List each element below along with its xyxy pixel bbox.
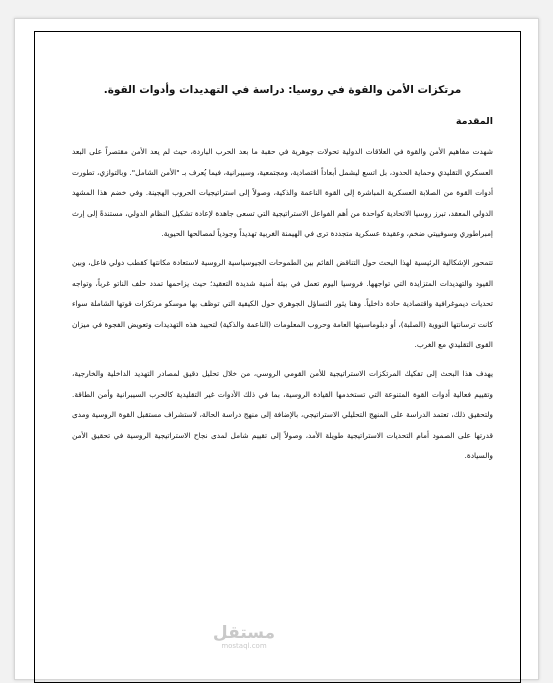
paragraph-2: تتمحور الإشكالية الرئيسية لهذا البحث حول التناقض القائم بين الطموحات الجيوسياسية الروسية لاستعادة مكانتها كقطب دولي فاعل، وبين القيود والتهديدات المتزايدة التي تواجهها. فروسيا اليوم تعمل في بيئة أمنية شديدة التعقيد؛ حيث يزاحمها تمدد حلف الناتو غرباً، وتواجه تحديات ديموغرافية واقتصادية حادة داخلياً. وهنا يثور التساؤل الجوهري حول الكيفية التي توظف بها موسكو مرتكزات قوتها الشاملة سواء كانت ترسانتها النووية (الصلبة)، أو دبلوماسيتها العامة وحروب المعلومات (الناعمة والذكية) لتحييد هذه التهديدات وتعويض الفجوة في ميزان القوى التقليدي مع الغرب. [72,257,493,350]
watermark-url: mostaql.com [221,642,267,650]
paragraph-3: يهدف هذا البحث إلى تفكيك المرتكزات الاستراتيجية للأمن القومي الروسي، من خلال تحليل دقيق لمصادر التهديد الداخلية والخارجية، وتقييم فعالية أدوات القوة المتنوعة التي تستخدمها القيادة الروسية، بما في ذلك الأدوات غير التقليدية كالحرب السيبرانية وأمن الطاقة. ولتحقيق ذلك، تعتمد الدراسة على المنهج التحليلي الاستراتيجي، بالإضافة إلى منهج دراسة الحالة، لاستشراف مستقبل القوة الروسية ومدى قدرتها على الصمود أمام التحديات الاستراتيجية طويلة الأمد، وصولاً إلى تقييم شامل لمدى نجاح الاستراتيجية الروسية في تحقيق الأمن والسيادة. [72,368,493,461]
watermark-logo: مستقل [212,623,276,643]
document-page [14,18,539,680]
paragraph-1: شهدت مفاهيم الأمن والقوة في العلاقات الدولية تحولات جوهرية في حقبة ما بعد الحرب الباردة، حيث لم يعد الأمن مقتصراً على البعد العسكري التقليدي وحماية الحدود، بل اتسع ليشمل أبعاداً اقتصادية، ومجتمعية، وسيبرانية، فيما يُعرف بـ "الأمن الشامل". وبالتوازي، تطورت أدوات القوة من الصلابة العسكرية المباشرة إلى القوة الناعمة والذكية، وصولاً إلى استراتيجيات الحروب الهجينة. وفي خضم هذا المشهد الدولي المعقد، تبرز روسيا الاتحادية كواحدة من أهم الفواعل الاستراتيجية التي تسعى جاهدة لإعادة تشكيل النظام الدولي، مستندةً إلى إرث إمبراطوري وسوفييتي ضخم، وعقيدة عسكرية متجددة ترى في الهيمنة الغربية تهديداً وجودياً لمصالحها الحيوية. [72,147,493,239]
section-heading: المقدمة [455,116,493,127]
document-title: مرتكزات الأمن والقوة في روسيا: دراسة في التهديدات وأدوات القوة. [103,84,462,96]
document-body [72,83,493,475]
watermark [212,624,276,650]
